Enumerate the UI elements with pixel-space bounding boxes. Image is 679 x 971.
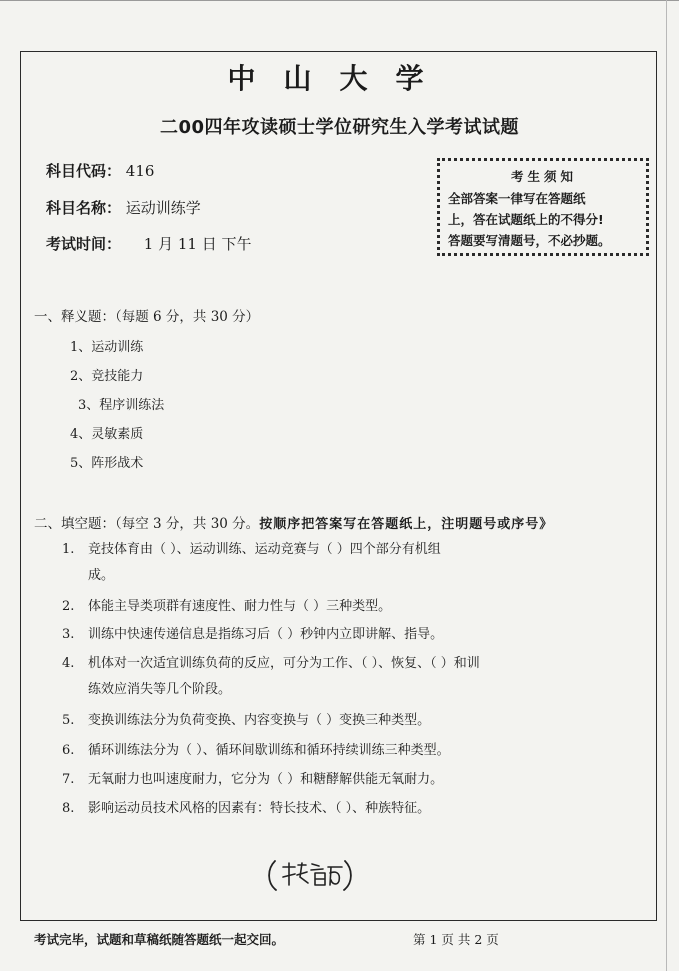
definition-item: 3、程序训练法 — [78, 398, 165, 413]
question-text: 影响运动员技术风格的因素有：特长技术、（ ）、种族特征。 — [88, 801, 431, 816]
question-number: 5. — [62, 713, 75, 728]
fill-in-question — [62, 767, 652, 793]
subject-name-label: 科目名称： — [46, 199, 122, 217]
scan-edge-line-right — [666, 0, 667, 971]
notice-line-2: 上，答在试题纸上的不得分! — [448, 212, 604, 227]
question-number: 3. — [62, 627, 75, 642]
subject-name-value: 运动训练学 — [125, 199, 201, 217]
footer-instruction: 考试完毕，试题和草稿纸随答题纸一起交回。 — [34, 932, 285, 947]
definition-item: 4、灵敏素质 — [70, 427, 144, 442]
question-text: 体能主导类项群有速度性、耐力性与（ ）三种类型。 — [88, 599, 392, 614]
handwritten-continued-note — [265, 855, 355, 895]
page-number: 第 1 页 共 2 页 — [413, 932, 499, 947]
notice-title: 考生须知 — [510, 169, 577, 184]
fill-in-question — [62, 796, 652, 822]
section-2-heading: 二、填空题：（每空 3 分，共 30 分。 — [34, 516, 260, 532]
fill-in-question — [62, 594, 652, 620]
university-title: 中山大学 — [227, 62, 452, 95]
subject-code-label: 科目代码： — [46, 162, 122, 180]
question-number: 8. — [62, 801, 75, 816]
fill-in-question — [62, 651, 652, 703]
fill-in-question — [62, 622, 652, 648]
definition-item: 1、运动训练 — [70, 340, 144, 355]
question-number: 2. — [62, 599, 75, 614]
exam-time-row — [46, 233, 252, 254]
definition-item: 5、阵形战术 — [70, 456, 144, 471]
question-text: 循环训练法分为（ ）、循环间歇训练和循环持续训练三种类型。 — [88, 743, 450, 758]
subject-code-row — [46, 160, 154, 181]
question-text: 无氧耐力也叫速度耐力，它分为（ ）和糖酵解供能无氧耐力。 — [88, 772, 444, 787]
question-number: 1. — [62, 542, 75, 557]
scan-edge-line-top — [0, 0, 679, 1]
question-number: 4. — [62, 656, 75, 671]
section-2-heading-row — [34, 512, 553, 532]
question-text: 训练中快速传递信息是指练习后（ ）秒钟内立即讲解、指导。 — [88, 627, 444, 642]
fill-in-question — [62, 708, 652, 734]
section-2-instruction: 按顺序把答案写在答题纸上，注明题号或序号》 — [259, 517, 554, 532]
subject-name-row — [46, 197, 201, 218]
definition-item: 2、竞技能力 — [70, 369, 144, 384]
candidate-notice-box — [437, 158, 649, 256]
question-number: 7. — [62, 772, 75, 787]
subject-code-value: 416 — [125, 162, 155, 180]
question-text: 变换训练法分为负荷变换、内容变换与（ ）变换三种类型。 — [88, 713, 431, 728]
question-text-continued: 练效应消失等几个阶段。 — [88, 682, 232, 697]
exam-time-label: 考试时间： — [46, 235, 122, 253]
fill-in-question — [62, 738, 652, 764]
notice-line-1: 全部答案一律写在答题纸 — [448, 191, 586, 206]
fill-in-question — [62, 537, 652, 589]
question-text-continued: 成。 — [88, 568, 115, 583]
section-1-heading: 一、释义题：（每题 6 分，共 30 分） — [34, 309, 260, 325]
question-text: 机体对一次适宜训练负荷的反应，可分为工作、（ ）、恢复、（ ）和训 — [88, 656, 480, 671]
question-text: 竞技体育由（ ）、运动训练、运动竞赛与（ ）四个部分有机组 — [88, 542, 441, 557]
exam-title: 二00四年攻读硕士学位研究生入学考试试题 — [159, 117, 520, 138]
notice-line-3: 答题要写清题号，不必抄题。 — [448, 233, 611, 248]
question-number: 6. — [62, 743, 75, 758]
exam-time-value: 1 月 11 日 下午 — [143, 235, 252, 253]
